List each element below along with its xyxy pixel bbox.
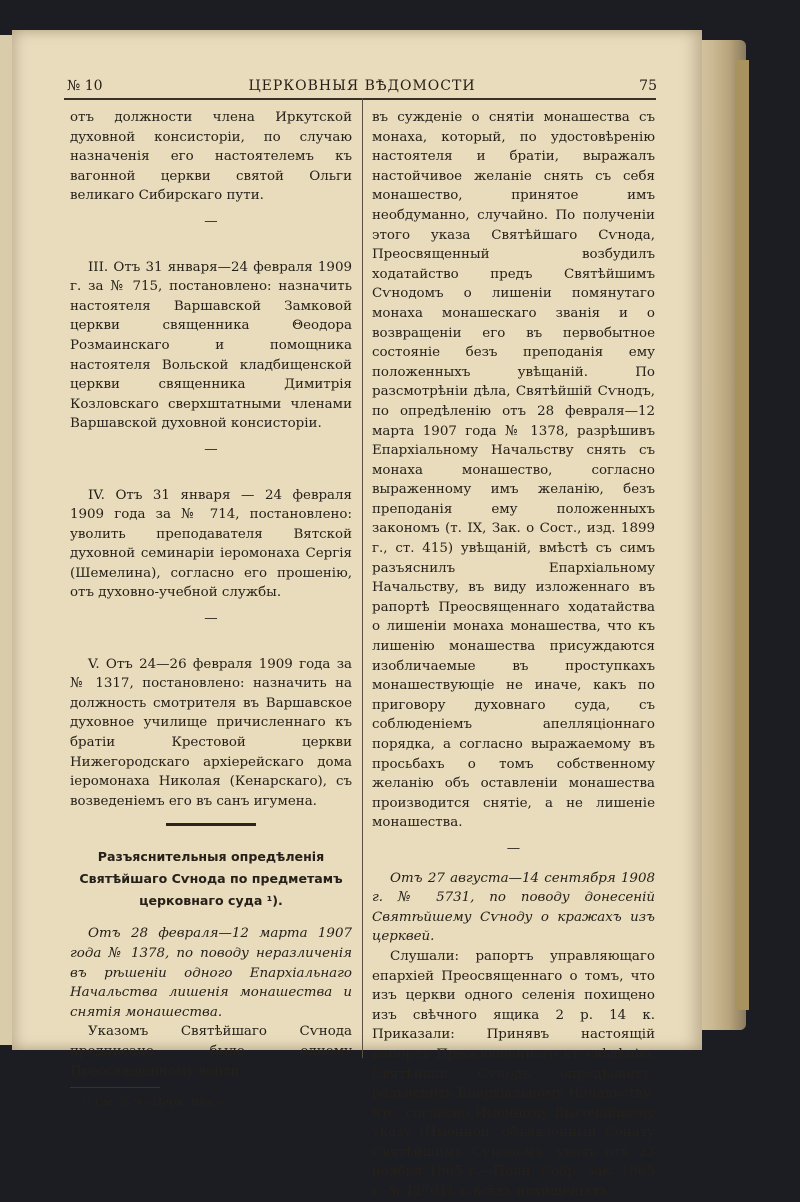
left-column (70, 108, 352, 1110)
document-page (12, 30, 702, 1200)
footnote: ¹) См. № 9 «Церк. Вѣд.». (82, 1095, 228, 1110)
footnote-rule (70, 1087, 160, 1088)
right-column (372, 108, 655, 1202)
italic-subheading: Отъ 28 февраля—12 марта 1907 года № 1378, по поводу неразличенія въ рѣшеніи одного Епархіальнаго Начальства лишенія монашества и снятія монашества. (70, 926, 352, 1020)
section-separator (166, 823, 256, 826)
italic-subheading: Отъ 27 августа—14 сентября 1908 г. № 5731, по поводу донесеній Святѣйшему Сѵноду о кражахъ изъ церквей. (372, 870, 655, 945)
paragraph-v: V. Отъ 24—26 февраля 1909 года за № 1317, постановлено: назначить на должность смотрителя въ Варшавское духовное училище причисленнаго къ братіи Крестовой церкви Нижегородскаго архіерейскаго дома іеромонаха Николая (Кенарскаго), съ возведеніемъ его въ санъ игумена. (70, 656, 352, 809)
section-dash: — (204, 441, 218, 457)
paragraph: Слушали: рапортъ управляющаго епархіей Преосвященнаго о томъ, что изъ церкви одного селенія похищено изъ свѣчного ящика 2 р. 14 к. Приказали: Принявъ настоящій рапортъ Преосвященнаго къ свѣдѣнію, Святѣйшій Сѵнодъ опредѣляетъ: разъяснить Епархіальному Начальству, что, согласно Именному Высочайшему указу (Именной, объявленный Сенату Святѣйшимъ Сѵнодомъ, указъ отъ 23 ноября 1865 г.—Полн. Собр. Зак. 1865 г. № 42701), о всѣхъ похищеніяхъ (372, 948, 655, 1200)
book-spine-edge (735, 60, 749, 1010)
journal-title: ЦЕРКОВНЫЯ ВѢДОМОСТИ (248, 78, 476, 94)
section-dash: — (204, 213, 218, 229)
header-rule (64, 98, 656, 100)
paragraph: отъ должности члена Иркутской духовной консисторіи, по случаю назначенія его настоятелемъ къ вагонной церкви святой Ольги великаго Сибирскаго пути. (70, 110, 352, 204)
section-heading: Разъяснительныя опредѣленія Святѣйшаго Сѵнода по предметамъ церковнаго суда ¹). (79, 849, 343, 909)
paragraph: Указомъ Святѣйшаго Сѵнода предписано было одному Преосвященному войти (70, 1024, 352, 1079)
column-divider (362, 98, 363, 1058)
page-number: 75 (639, 78, 657, 94)
section-dash: — (506, 840, 521, 856)
paragraph-iii: III. Отъ 31 января—24 февраля 1909 г. за № 715, постановлено: назначить настоятеля Варшавской Замковой церкви священника Θеодора Розмаинскаго и помощника настоятеля Вольской кладбищенской церкви священника Димитрія Козловскаго сверхштатными членами Варшавской духовной консисторіи. (70, 259, 352, 432)
page-header (67, 78, 657, 96)
issue-number: № 10 (67, 78, 103, 94)
paragraph-iv: IV. Отъ 31 января — 24 февраля 1909 года за № 714, постановлено: уволить преподавателя Вятской духовной семинаріи іеромонаха Сергія (Шемелина), согласно его прошенію, отъ духовно-учебной службы. (70, 487, 352, 601)
paragraph: въ сужденіе о снятіи монашества съ монаха, который, по удостовѣренію настоятеля и братіи, выражалъ настойчивое желаніе снять съ себя монашество, принятое имъ необдуманно, случайно. По полученіи этого указа Святѣйшаго Сѵнода, Преосвященный возбудилъ ходатайство предъ Святѣйшимъ Сѵнодомъ о лишеніи помянутаго монаха монашескаго званія и о возвращеніи его въ первобытное состояніе безъ преподанія ему положенныхъ увѣщаній. По разсмотрѣніи дѣла, Святѣйшій Сѵнодъ, по опредѣленію отъ 28 февраля—12 марта 1907 года № 1378, разрѣшивъ Епархіальному Начальству снять съ монаха монашество, согласно выраженному имъ желанію, безъ преподанія ему положенныхъ закономъ (т. IX, Зак. о Сост., изд. 1899 г., ст. 415) увѣщаній, вмѣстѣ съ симъ разъяснилъ Епархіальному Начальству, въ виду изложеннаго въ рапортѣ Преосвященнаго ходатайства о лишеніи монаха монашества, что къ лишенію монашества присуждаются изобличаемые въ проступкахъ монашествующіе не иначе, какъ по приговору духовнаго суда, съ соблюденіемъ апелляціоннаго порядка, а согласно выражаемому въ просьбахъ о томъ собственному желанію объ оставленіи монашества производится снятіе, а не лишеніе монашества. (372, 110, 655, 831)
section-dash: — (204, 611, 218, 627)
